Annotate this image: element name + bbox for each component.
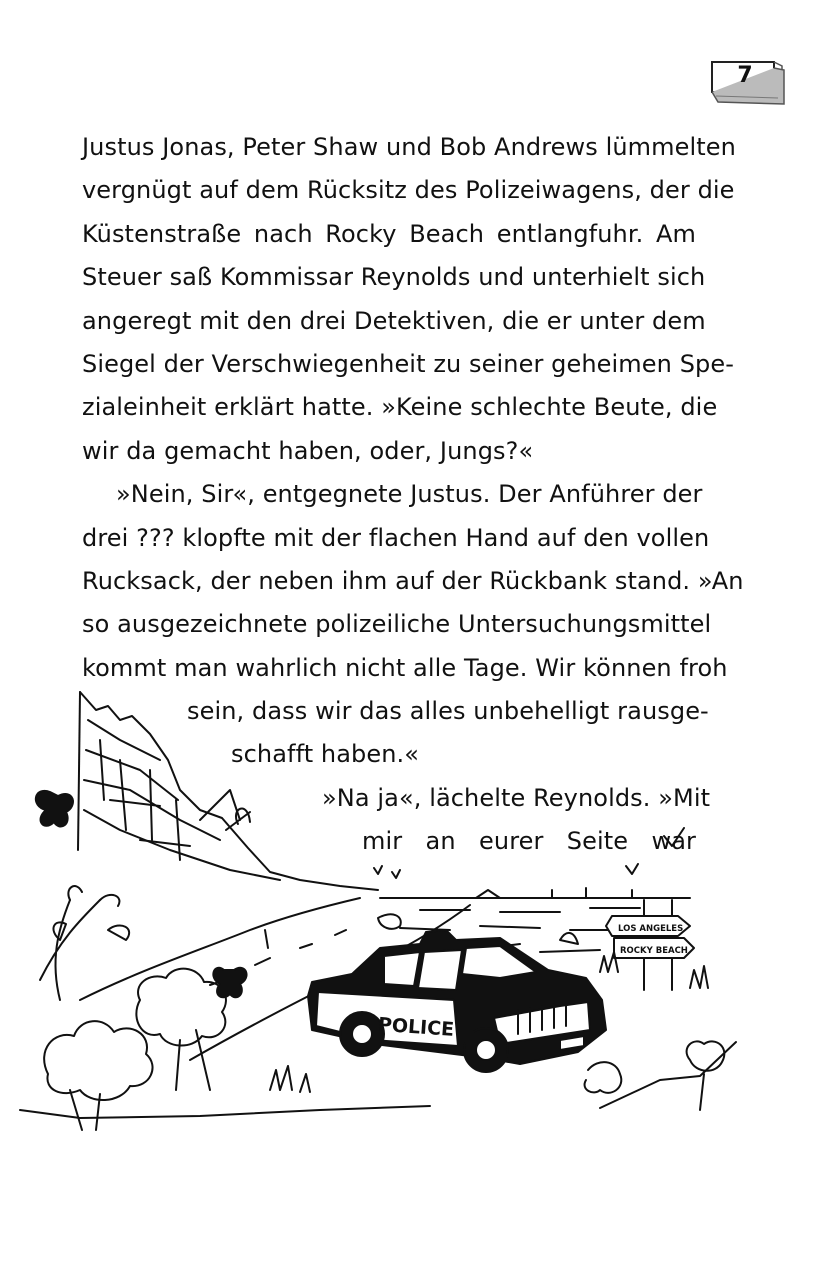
text-line: so ausgezeichnete polizeiliche Untersuchungsmittel <box>82 610 712 639</box>
text-line: Siegel der Verschwiegenheit zu seiner geheimen Spe- <box>82 349 734 378</box>
page-number: 7 <box>737 63 753 88</box>
text-line: schafft haben.« <box>231 740 420 769</box>
text-line: Rucksack, der neben ihm auf der Rückbank stand. »An <box>82 566 744 595</box>
birds-icon <box>626 828 684 874</box>
text-line: mir an eurer Seite war <box>362 827 696 856</box>
text-line: sein, dass wir das alles unbehelligt rausge- <box>187 697 709 726</box>
butterfly-icon <box>36 791 73 827</box>
birds-icon <box>374 866 400 878</box>
police-car-label: POLICE <box>377 1013 455 1041</box>
text-line: Steuer saß Kommissar Reynolds und unterhielt sich <box>82 263 706 292</box>
text-line: Justus Jonas, Peter Shaw und Bob Andrews lümmelten <box>82 133 736 161</box>
page-number-tab <box>708 58 780 100</box>
text-line: angeregt mit den drei Detektiven, die er unter dem <box>82 306 706 335</box>
text-line: Küstenstraße nach Rocky Beach entlangfuhr. Am <box>82 219 696 248</box>
text-line: »Na ja«, lächelte Reynolds. »Mit <box>322 783 711 812</box>
text-line: vergnügt auf dem Rücksitz des Polizeiwagens, der die <box>82 176 735 205</box>
text-line: kommt man wahrlich nicht alle Tage. Wir können froh <box>82 653 728 682</box>
text-line: zialeinheit erklärt hatte. »Keine schlechte Beute, die <box>82 393 718 422</box>
butterfly-icon <box>213 968 246 997</box>
road-signs <box>606 900 694 990</box>
sign-los-angeles: LOS ANGELES <box>618 924 684 934</box>
sign-rocky-beach: ROCKY BEACH <box>620 946 688 956</box>
cliff-drawing <box>78 692 378 890</box>
text-line: wir da gemacht haben, oder, Jungs?« <box>82 436 534 465</box>
text-line: »Nein, Sir«, entgegnete Justus. Der Anführer der <box>116 480 703 509</box>
coastal-road-illustration <box>0 680 821 1140</box>
text-line: drei ??? klopfte mit der flachen Hand auf den vollen <box>82 523 710 552</box>
